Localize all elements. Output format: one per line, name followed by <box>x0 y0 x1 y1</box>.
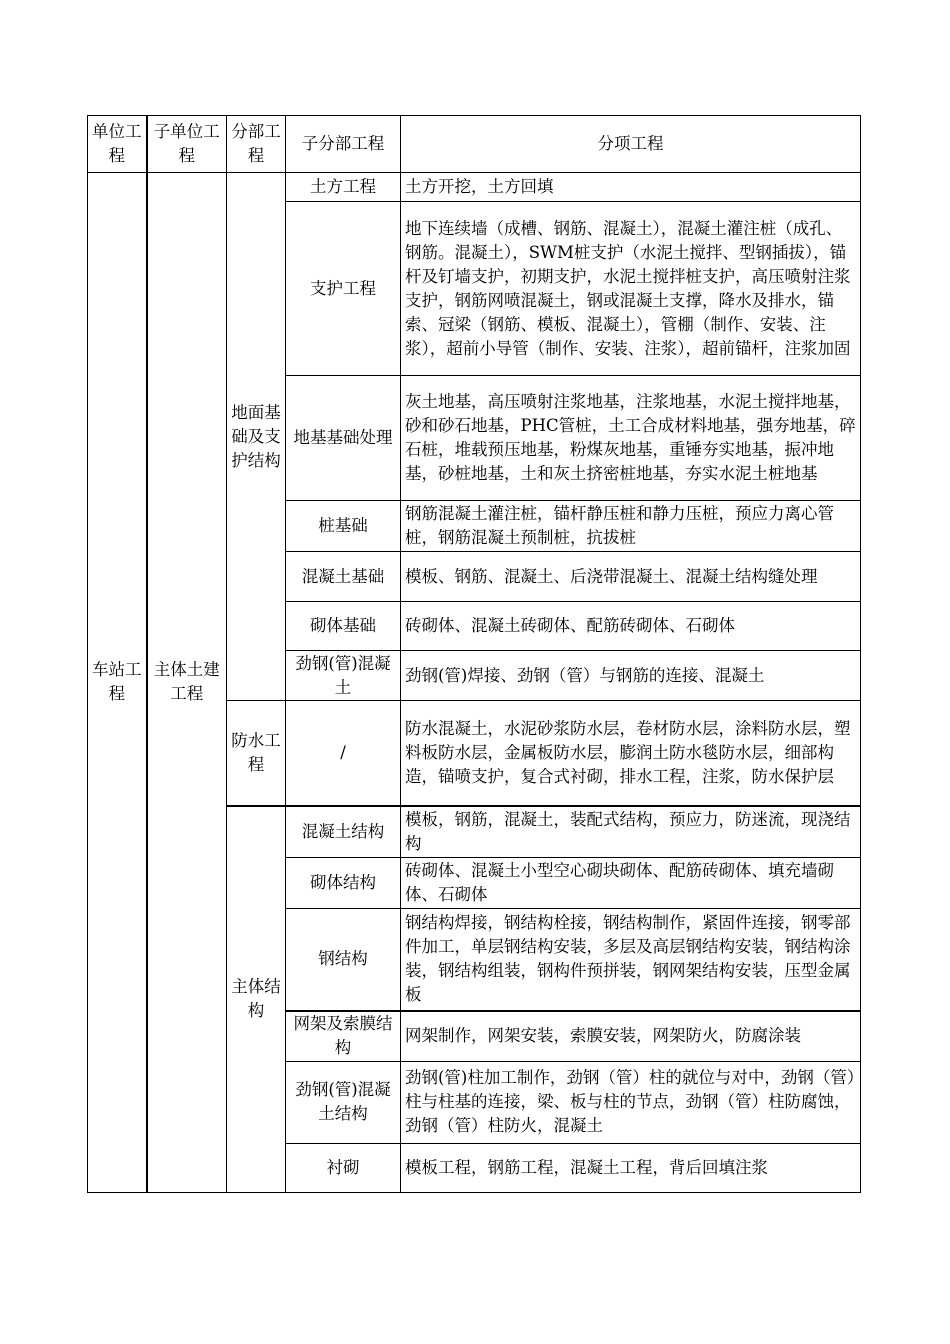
sub-unit-name-cell: 主体土建工程 <box>147 173 227 1193</box>
item-cell: 地下连续墙（成槽、钢筋、混凝土），混凝土灌注桩（成孔、钢筋。混凝土），SWM桩支护（水泥土搅拌、型钢插拔），锚杆及钉墙支护，初期支护，水泥土搅拌桩支护，高压喷射注浆支护，钢筋网喷混凝土，钢或混凝土支撑，降水及排水，锚索、冠梁（钢筋、模板、混凝土），管棚（制作、安装、注浆），超前小导管（制作、安装、注浆），超前锚杆，注浆加固 <box>401 202 861 376</box>
item-cell: 劲钢(管)柱加工制作，劲钢（管）柱的就位与对中，劲钢（管）柱与柱基的连接，梁、板与柱的节点，劲钢（管）柱防腐蚀，劲钢（管）柱防火，混凝土 <box>401 1061 861 1143</box>
header-sub-unit: 子单位工程 <box>147 116 227 173</box>
header-unit: 单位工程 <box>88 116 147 173</box>
item-cell: 防水混凝土，水泥砂浆防水层，卷材防水层，涂料防水层，塑料板防水层，金属板防水层，膨润土防水毯防水层，细部构造，锚喷支护，复合式衬砌，排水工程，注浆，防水保护层 <box>401 701 861 806</box>
sub-division-cell: 砌体基础 <box>286 602 401 651</box>
division-name-cell: 防水工程 <box>227 701 286 806</box>
header-row <box>88 116 861 173</box>
item-cell: 模板工程，钢筋工程，混凝土工程，背后回填注浆 <box>401 1143 861 1192</box>
item-cell: 模板、钢筋、混凝土、后浇带混凝土、混凝土结构缝处理 <box>401 552 861 602</box>
header-sub-division: 子分部工程 <box>286 116 401 173</box>
table-row <box>88 173 861 202</box>
item-cell: 土方开挖，土方回填 <box>401 173 861 202</box>
header-division: 分部工程 <box>227 116 286 173</box>
sub-division-cell: 网架及索膜结构 <box>286 1011 401 1061</box>
item-cell: 劲钢(管)焊接、劲钢（管）与钢筋的连接、混凝土 <box>401 651 861 701</box>
sub-division-cell: 钢结构 <box>286 908 401 1011</box>
sub-division-cell: 衬砌 <box>286 1143 401 1192</box>
header-item: 分项工程 <box>401 116 861 173</box>
item-cell: 砖砌体、混凝土小型空心砌块砌体、配筋砖砌体、填充墙砌体、石砌体 <box>401 857 861 908</box>
sub-division-cell: 混凝土基础 <box>286 552 401 602</box>
unit-name-cell: 车站工程 <box>88 173 147 1193</box>
division-name-cell: 地面基础及支护结构 <box>227 173 286 701</box>
sub-division-cell: 支护工程 <box>286 202 401 376</box>
item-cell: 模板，钢筋，混凝土，装配式结构，预应力，防迷流，现浇结构 <box>401 806 861 858</box>
sub-division-cell: 混凝土结构 <box>286 806 401 858</box>
item-cell: 灰土地基，高压喷射注浆地基，注浆地基，水泥土搅拌地基，砂和砂石地基，PHC管桩，土工合成材料地基，强夯地基，碎石桩，堆载预压地基，粉煤灰地基，重锤夯实地基，振冲地基，砂桩地基，土和灰土挤密桩地基，夯实水泥土桩地基 <box>401 376 861 501</box>
item-cell: 钢筋混凝土灌注桩，锚杆静压桩和静力压桩，预应力离心管桩，钢筋混凝土预制桩，抗拔桩 <box>401 501 861 552</box>
sub-division-cell: 砌体结构 <box>286 857 401 908</box>
sub-division-cell: / <box>286 701 401 806</box>
sub-division-cell: 劲钢(管)混凝土 <box>286 651 401 701</box>
sub-division-cell: 地基基础处理 <box>286 376 401 501</box>
engineering-division-table <box>87 115 861 1193</box>
item-cell: 砖砌体、混凝土砖砌体、配筋砖砌体、石砌体 <box>401 602 861 651</box>
division-name-cell: 主体结构 <box>227 806 286 1193</box>
item-cell: 钢结构焊接，钢结构栓接，钢结构制作，紧固件连接，钢零部件加工，单层钢结构安装，多层及高层钢结构安装，钢结构涂装，钢结构组装，钢构件预拼装，钢网架结构安装，压型金属板 <box>401 908 861 1011</box>
item-cell: 网架制作，网架安装，索膜安装，网架防火，防腐涂装 <box>401 1011 861 1061</box>
sub-division-cell: 劲钢(管)混凝土结构 <box>286 1061 401 1143</box>
sub-division-cell: 土方工程 <box>286 173 401 202</box>
sub-division-cell: 桩基础 <box>286 501 401 552</box>
